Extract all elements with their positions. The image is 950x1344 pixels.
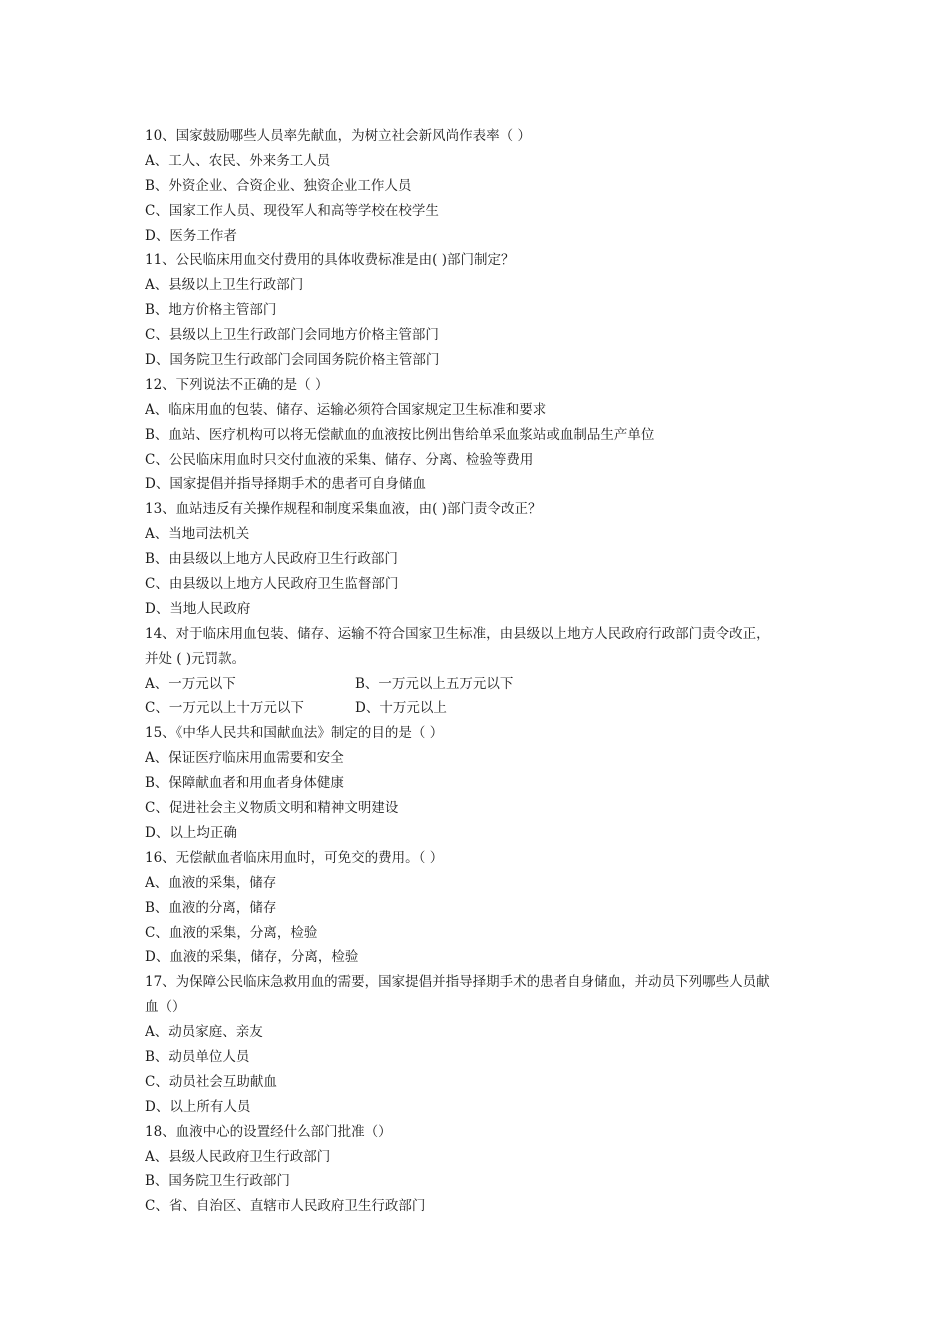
option-b: B、国务院卫生行政部门 (145, 1173, 290, 1190)
option-c: C、省、自治区、直辖市人民政府卫生行政部门 (145, 1198, 426, 1215)
option-a: A、工人、农民、外来务工人员 (145, 152, 331, 169)
question-text: 15、《中华人民共和国献血法》制定的目的是（ ） (145, 725, 444, 742)
question-11 (145, 248, 815, 372)
question-text: 14、对于临床用血包装、储存、运输不符合国家卫生标准，由县级以上地方人民政府行政部门责令改正， (145, 625, 770, 642)
option-c: C、促进社会主义物质文明和精神文明建设 (145, 800, 399, 817)
option-d: D、医务工作者 (145, 227, 237, 244)
option-b: B、由县级以上地方人民政府卫生行政部门 (145, 551, 398, 568)
question-text: 11、公民临床用血交付费用的具体收费标准是由( )部门制定？ (145, 252, 515, 269)
option-a: A、临床用血的包装、储存、运输必须符合国家规定卫生标准和要求 (145, 401, 547, 418)
option-d: D、十万元以上 (355, 700, 447, 717)
question-text: 13、血站违反有关操作规程和制度采集血液，由( )部门责令改正？ (145, 501, 542, 518)
option-b: B、血站、医疗机构可以将无偿献血的血液按比例出售给单采血浆站或血制品生产单位 (145, 426, 655, 443)
question-text: 16、无偿献血者临床用血时，可免交的费用。（ ） (145, 849, 444, 866)
question-12 (145, 373, 815, 497)
option-row-1 (145, 672, 815, 697)
option-a: A、动员家庭、亲友 (145, 1024, 263, 1041)
option-c: C、公民临床用血时只交付血液的采集、储存、分离、检验等费用 (145, 451, 534, 468)
option-c: C、动员社会互助献血 (145, 1073, 277, 1090)
question-16 (145, 846, 815, 970)
option-b: B、动员单位人员 (145, 1048, 250, 1065)
option-a: A、当地司法机关 (145, 526, 250, 543)
question-text: 18、血液中心的设置经什么部门批准（） (145, 1123, 392, 1140)
option-a: A、保证医疗临床用血需要和安全 (145, 750, 344, 767)
option-c: C、由县级以上地方人民政府卫生监督部门 (145, 576, 399, 593)
option-b: B、保障献血者和用血者身体健康 (145, 775, 344, 792)
question-text: 17、为保障公民临床急救用血的需要，国家提倡并指导择期手术的患者自身储血，并动员下列哪些人员献 (145, 974, 770, 991)
option-d: D、国家提倡并指导择期手术的患者可自身储血 (145, 476, 426, 493)
question-text-continued: 并处 ( )元罚款。 (145, 650, 246, 667)
option-b: B、地方价格主管部门 (145, 302, 277, 319)
option-c: C、一万元以上十万元以下 (145, 700, 304, 717)
option-c: C、国家工作人员、现役军人和高等学校在校学生 (145, 202, 439, 219)
option-d: D、血液的采集，储存，分离，检验 (145, 949, 359, 966)
option-b: B、一万元以上五万元以下 (355, 675, 514, 692)
document-page (145, 124, 815, 1219)
option-a: A、一万元以下 (145, 675, 236, 692)
option-row-2 (145, 696, 815, 721)
question-10 (145, 124, 815, 248)
question-13 (145, 497, 815, 621)
question-14 (145, 622, 815, 722)
option-b: B、外资企业、合资企业、独资企业工作人员 (145, 177, 412, 194)
question-text: 12、下列说法不正确的是（ ） (145, 376, 329, 393)
question-text: 10、国家鼓励哪些人员率先献血，为树立社会新风尚作表率（ ） (145, 128, 531, 144)
option-a: A、县级以上卫生行政部门 (145, 277, 304, 294)
option-d: D、以上均正确 (145, 824, 237, 841)
option-c: C、血液的采集，分离，检验 (145, 924, 318, 941)
option-c: C、县级以上卫生行政部门会同地方价格主管部门 (145, 327, 439, 344)
option-a: A、血液的采集，储存 (145, 874, 277, 891)
option-b: B、血液的分离，储存 (145, 899, 277, 916)
option-a: A、县级人民政府卫生行政部门 (145, 1148, 331, 1165)
question-18 (145, 1120, 815, 1220)
question-15 (145, 721, 815, 845)
option-d: D、以上所有人员 (145, 1098, 251, 1115)
question-17 (145, 970, 815, 1119)
option-d: D、当地人民政府 (145, 600, 251, 617)
option-d: D、国务院卫生行政部门会同国务院价格主管部门 (145, 352, 440, 369)
question-text-continued: 血（） (145, 999, 186, 1016)
